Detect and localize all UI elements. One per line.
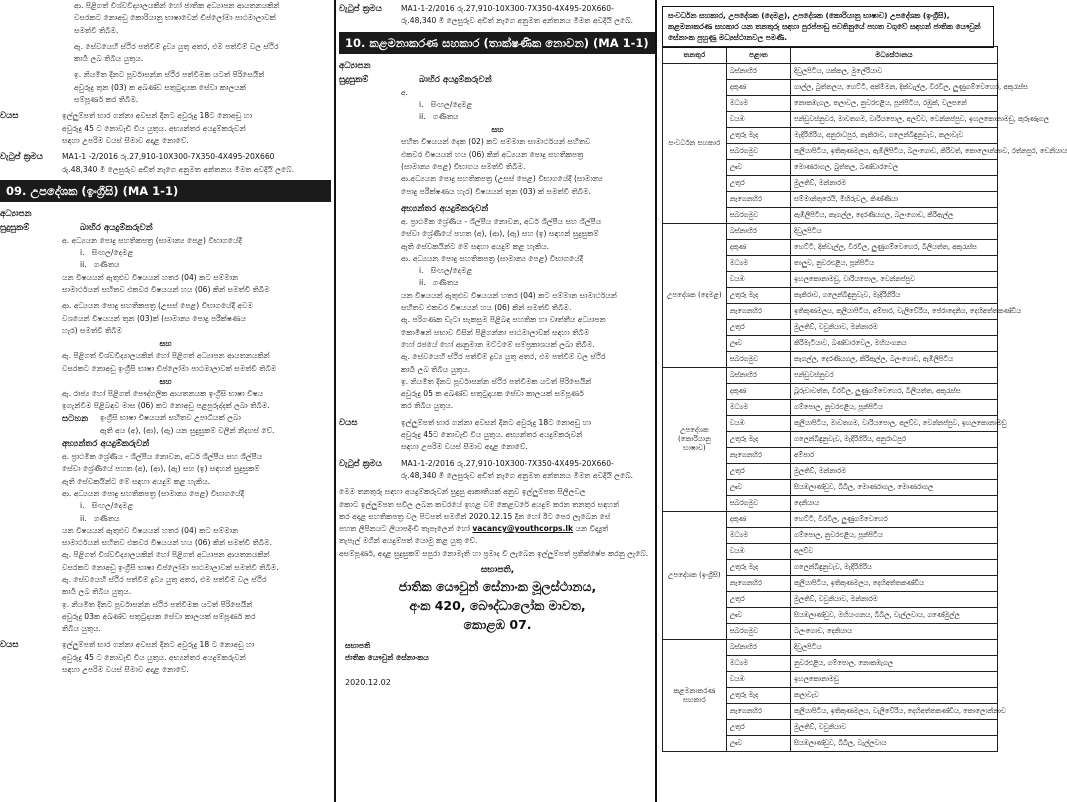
- centres-table: [662, 46, 1067, 752]
- province-cell: නැගෙනහිර: [726, 448, 790, 464]
- int-i: i. සිංහල/දෙමළ: [80, 501, 134, 511]
- text-line: MA1-1 -2/2016 රු.27,910-10X300-7X350-4X495-20X660: [62, 152, 275, 162]
- province-cell: ඌව: [726, 480, 790, 496]
- post-cell: උපදේශක (කොරියානු භාෂාව): [663, 368, 727, 512]
- s9-d: [0, 388, 331, 413]
- internal-lines: [0, 451, 331, 500]
- province-cell: සබරගමුව: [726, 144, 790, 160]
- province-cell: ඌව: [726, 736, 790, 752]
- province-cell: උතුර: [726, 320, 790, 336]
- text-line: කොමිෂන් සභාව විසින් පිළිගන්නා පාඨමාලාවක් සඳහා තිබීම: [401, 327, 590, 337]
- internal-label: අභ්‍යන්තර අයදුම්කරුවන්: [62, 439, 150, 450]
- province-cell: උතුර: [726, 464, 790, 480]
- centre-cell: කැකිරාව, ගලෙන්බිඳුනුවැව, මැදිරිගිරිය: [791, 288, 998, 304]
- text-line: ඇ. රාජ්‍ය හෝ පිළිගත් පෞද්ගලික ආයතනයක ඉංග්‍රීසි භාෂා විෂය: [62, 388, 264, 398]
- section9-header: 09. උපදේශක (ඉංග්‍රීසි) (MA 1-1): [0, 180, 331, 202]
- and-1: සහ: [159, 339, 172, 349]
- s9-a: අ. අධ්‍යයන පොදු සහතිකපත්‍ර (සාමාන්‍ය පෙළ) විභාගයේදී: [62, 235, 242, 245]
- text-line: ඇ. සේවයෙහි ස්ථිර පත්වීම් ද්‍රව්‍ය යුතු අතර, එම පත්වීම් වල ස්ථිර: [401, 352, 606, 362]
- text-line: ඇ. සේවයෙහි ස්ථිර පත්වීම් ද්‍රව්‍ය යුතු අතර, එම පත්වීම් වල ස්ථිර: [74, 41, 279, 51]
- table-body: [663, 64, 1067, 752]
- centre-cell: සම්මාන්තුරෙයි, මිහිරුවල, කිණ්ණියා: [791, 192, 998, 208]
- text-line: සඳහා උපරිම වයස් සීමාව අදාළ නොවේ.: [62, 665, 189, 675]
- column-middle: [339, 0, 656, 802]
- province-cell: මධ්‍යම: [726, 400, 790, 416]
- salary-label-2: වැටුප් ක්‍රමය: [339, 458, 382, 469]
- province-cell: මධ්‍යම: [726, 96, 790, 112]
- s9-a-rest: [0, 272, 331, 297]
- province-cell: උතුරු මැද: [726, 560, 790, 576]
- province-cell: ඌව: [726, 160, 790, 176]
- age-row-2: [339, 417, 656, 454]
- text-line: යන විෂයයන් ඇතුළුව විෂයයන් හතර (04) කට සම්මාන: [62, 272, 239, 282]
- salary-text-2: [401, 458, 656, 483]
- text-line: වසරකට නොඅඩු කොරියානු භාෂාවෙන් ඩිප්ලෝමා පාඨමාලාවක්: [74, 13, 276, 23]
- centre-cell: ගම්පොල, නුවරඑළිය, පූන්පිටිය: [791, 528, 998, 544]
- age-text: [62, 110, 331, 147]
- internal-lines-2: [339, 216, 656, 265]
- table-row: [663, 368, 998, 384]
- text-line: ඇති සේවකයින්ට මේ සඳහා අයදුම් කළ හැකිය.: [401, 241, 550, 251]
- centre-cell: නොකඹැගල, තලාවල, නුවරඑළිය, පූන්පිටිය, රඹුක්, වලපනේ: [791, 96, 998, 112]
- note-label: සටහන: [62, 414, 89, 425]
- province-cell: බස්නාහිර: [726, 224, 790, 240]
- province-cell: උතුරු මැද: [726, 688, 790, 704]
- centre-cell: දිවුලපිටිය: [791, 224, 998, 240]
- text-line: රු.48,340 මී ලෙසුරුව අඩිත් නැගෙ අනුමත අන්තනය මිමත අවදියි ලබේ.: [62, 164, 295, 174]
- province-cell: ඌව: [726, 336, 790, 352]
- text-line: ඉල්ලුම්පත් භාර ගන්නා අවසන් දිනට අවුරුදු 18ට නොඅඩු හා: [62, 111, 253, 121]
- address-line-2: අංක 420, බෞද්ධාලෝක මාවත,: [409, 597, 586, 613]
- vacancy-note: සංවර්ධන සහකාර, උපදේශක (දෙමළ), උපදේශක (කොරියානු භාෂාව) උපදේශක (ඉංග්‍රීසි), කළමනාකරණ සහකාර යන තනතුරු සඳහා පුරප්පාඩු පවතිනුයේ පහත වගුවේ සඳහන් ජාතික යෞවුන් සේනාංක පුහුණු මධ්‍යස්ථානවල පමණි.: [662, 6, 994, 48]
- province-cell: උතුර: [726, 176, 790, 192]
- text-line: තිබිය යුතුය.: [62, 624, 101, 634]
- centre-cell: මුලතිව්, මන්නාරම: [791, 464, 998, 480]
- post-cell: සංවර්ධන සහකාර: [663, 64, 727, 224]
- salary-row-top: [339, 3, 656, 28]
- centre-cell: මැදිරිගිරිය, අනුරාධපුර, කැකිරාව, ගලෙන්බිඳුනුවැව, කලාවැව: [791, 128, 998, 144]
- post-cell: කළමනාකරණ සහකාර: [663, 640, 727, 752]
- int-ii-2: ii. ගණිතය: [419, 278, 459, 288]
- province-cell: දකුණ: [726, 80, 790, 96]
- column-divider-1: [334, 0, 336, 802]
- text-line: කාර්‍ය ලබ තිබිය යුතුය.: [74, 54, 144, 64]
- instruction-line: කොට ඉල්ලුම්පත සවිල ලබන කවරයේ ඉහළ වම් කෙළවරේ අයදුම් කරන තනතුර සඳහන්: [339, 499, 620, 509]
- text-line: අවුරුදු 45ට නොවැඩි විය යුතුය. අභ්‍යන්තර අයදුම්කරුවන්: [401, 430, 583, 440]
- province-cell: උතුර: [726, 720, 790, 736]
- s9-a-ii: ii. ගණිතය: [80, 260, 120, 270]
- text-line: සහිතව එකවර විෂයයන් හය (06) කින් සමත්වී තිබීම.: [401, 303, 572, 313]
- text-line: ඉංග්‍රීසි භාෂා විෂයයන් සහිතව උපාධියක් ලබා: [100, 413, 241, 423]
- centre-cell: ගම්පොල, නුවරඑළිය, පූන්පිටිය: [791, 400, 998, 416]
- province-cell: සබරගමුව: [726, 496, 790, 512]
- text-line: පොදු පරීක්ෂණය හැර) විෂයයන් තුන (03) ක් සමත්වී තිබීම.: [401, 186, 591, 196]
- province-cell: දකුණ: [726, 512, 790, 528]
- province-cell: උතුරු මැද: [726, 432, 790, 448]
- edu-label-2: අධ්‍යාපන: [339, 60, 371, 71]
- centre-cell: කිරිමැටියාව, බණ්ඩාරවෙල, මහියංගනය: [791, 336, 998, 352]
- qual-label: සුදුසුකම්: [0, 222, 30, 233]
- centre-cell: ගලෙන්බිඳුනුවැව, මැදිරිගිරිය, අනුරාධපුර: [791, 432, 998, 448]
- text-line: සඳහා උපරිම වයස් සීමාව අදාළ නොවේ.: [401, 442, 528, 452]
- text-line: සඳහා උපරිම වයස් සීමාව අදාළ නොවේ.: [62, 135, 189, 145]
- text-line: ඇ. සේවයෙහි ස්ථිර පත්වීම් ද්‍රව්‍ය යුතු අතර, එම පත්වීම් වල ස්ථිර: [62, 574, 267, 584]
- column-left: [0, 0, 331, 802]
- text-line: අ. ප්‍රාථමික ශ්‍රේණිය - ශිල්පීය නොවන, අර්ධ ශිල්පීය සහ ශිල්පීය: [62, 452, 263, 462]
- centre-cell: සියඹලාණ්ඩුව, බිබිල, මොණරාගල, මොණරාගල: [791, 480, 998, 496]
- text-line: අවුරුදු 45 ට නොවැඩි විය යුතුය. අභ්‍යන්තර අයදුම්කරුවන්: [62, 123, 246, 133]
- text-line: ඇති සේවකයින්ට මේ සඳහා අයදුම් කළ හැකිය.: [62, 476, 211, 486]
- province-cell: මධ්‍යම: [726, 528, 790, 544]
- column-divider-2: [655, 0, 657, 802]
- table-row: [663, 224, 998, 240]
- age-text-2: [401, 417, 656, 454]
- centre-cell: කුලියාපිටිය, ඉතිකුණමලය, වැලිවේරිය, දෙහිඅත්තකණ්ඩිය, කොලොන්නාව: [791, 704, 998, 720]
- age-row: [0, 110, 331, 147]
- text-line: රු.48,340 මී ලෙසුරුව අඩිත් නැගෙ අනුමත අන්තනය මිමත අවදියි ලබේ.: [401, 16, 634, 26]
- and-2: සහ: [159, 376, 172, 386]
- centre-cell: අලව්ව: [791, 544, 998, 560]
- text-line: ඉ. නියමිත දිනට පූර්වාසන්න ස්ථිර පත්වීමක යටත් පිරිසෙයින්: [401, 376, 592, 386]
- th-centre: මධ්‍යස්ථානය: [791, 47, 998, 64]
- age2-label: වයස: [0, 640, 19, 651]
- centre-cell: බූරුවාවත්ත, වීරවිල, ලුණුගම්වෙහෙර, බීලියත්ත, අකුරැස්ස: [791, 384, 998, 400]
- text-line: අවුරුදු 05 ක අඛණ්ඩ සතුටුදායක සේවා කාලයක් සම්පූර්ණ: [401, 389, 584, 399]
- province-cell: උතුරු මැද: [726, 128, 790, 144]
- centre-cell: මුලතිව්, වවුනියාව: [791, 720, 998, 736]
- centre-cell: අම්පාර: [791, 448, 998, 464]
- salary-row-2: [339, 458, 656, 483]
- section8-continuation: [0, 0, 331, 106]
- instruction-line: මෙම තනතුරු සඳහා අයදුම්කරුවන් සුදුසු ආකෘතියක් අනුව ඉල්ලුම්පත සිලිලවල: [339, 487, 586, 497]
- text-line: ඉ. නියමිත දිනට පූර්වාසන්න ස්ථිර පත්වීමක යටත් පිරිසෙයින්: [74, 70, 265, 80]
- email-link[interactable]: vacancy@youthcorps.lk: [472, 524, 574, 534]
- text-line: ආ. පිළිගත් විශ්වවිද්‍යාලයකින් හෝ ජාතික අධ්‍යාපන ආයතනයකින්: [74, 1, 280, 10]
- centre-cell: කුලියාපිටිය, මාවතගම, වාරියපොල, අලව්ව, වෙන්නප්පුව, ඉහලකොනාමඩු: [791, 416, 998, 432]
- ext-i: i. සිංහල/දෙමළ: [419, 99, 473, 109]
- instruction-line: අසම්පූර්ණ, අදාළ සුදුසුකම් සපුරා නොමැති හා ප්‍රමාද වී ලැබෙන ඉල්ලුම්පත් ප්‍රතික්ෂේප කරනු ලැබේ.: [339, 548, 649, 558]
- centre-cell: පන්ඩුවස්නුවර, මාවතගම, වාරියපොල, අලව්ව, වෙන්නප්පුව, ඉහලකොනාමඩු, කුරුණෑගල: [791, 112, 998, 128]
- text-line: අවුරුදු 45 ට නොවැඩි විය යුතුය. අභ්‍යන්තර අයදුම්කරුවන්: [62, 652, 246, 662]
- centre-cell: මුලතිව්, වවුනියාව, මන්නාරම: [791, 320, 998, 336]
- text-line: සහිත විෂයයන් දෙක (02) කට සම්මාන සාමාර්ථයන් සහිතව: [401, 137, 591, 147]
- address-line-1: ජාතික යෞවුන් සේනාංක මූලස්ථානය,: [398, 578, 597, 594]
- text-line: හැර) සමත්වී තිබීම: [62, 325, 123, 335]
- centre-cell: හෙට්ටි, වීරවිල, ලුණුගම්වෙහෙර: [791, 512, 998, 528]
- province-cell: මධ්‍යම: [726, 656, 790, 672]
- text-line: අවුරුදු 03ක අඛණ්ඩ සතුටුදායක සේවා කාලයක් සම්පූර්ණ කර: [62, 611, 256, 621]
- province-cell: උතුර: [726, 592, 790, 608]
- text-line: වසරකට නොඅඩු ඉංග්‍රීසි භාෂා ඩිප්ලෝමා පාඨමාලාවක් සමත්වී තිබීම: [62, 363, 277, 373]
- centre-cell: මොණරාගල, බුත්තල, බණ්ඩාරවෙල: [791, 160, 998, 176]
- text-line: ඉල්ලුම්පත් භාර ගන්නා අවසන් දිනට අවුරුදු 18 ට නොඅඩු හා: [62, 640, 255, 650]
- table-header-row: [663, 47, 998, 64]
- text-line: ඇ. පිළිගත් විශ්වවිද්‍යාලයකින් හෝ පිළිගත් අධ්‍යාපන ආයතනයකින්: [62, 550, 270, 560]
- text-line: සමත්වී තිබීම.: [74, 25, 119, 35]
- th-post: තනතුර: [663, 47, 727, 64]
- text-line: සේවා ශ්‍රේණියේ පහත (අ), (ආ), (ඇ) සහ (ඉ) සඳහන් සුදුසුකම්: [401, 229, 599, 239]
- province-cell: උතුරු මැද: [726, 288, 790, 304]
- text-line: එකවර විෂයයන් හය (06) කින් අධ්‍යයන පොදු සහතිකපත්‍ර: [401, 149, 584, 159]
- centre-cell: කලාවැව: [791, 688, 998, 704]
- province-cell: සබරගමුව: [726, 352, 790, 368]
- text-line: අ. ප්‍රාථමික ශ්‍රේණිය - ශිල්පීය නොවන, අර්ධ ශිල්පීය සහ ශිල්පීය: [401, 216, 602, 226]
- province-cell: නැගෙනහිර: [726, 704, 790, 720]
- centre-cell: පන්ඩුවස්නුවර: [791, 368, 998, 384]
- text-line: ඉල්ලුම්පත් භාර ගන්නා අවසන් දිනට අවුරුදු 18ට නොඅඩු හා: [401, 417, 592, 427]
- s9-c: [0, 350, 331, 375]
- province-cell: බස්නාහිර: [726, 368, 790, 384]
- province-cell: දකුණ: [726, 384, 790, 400]
- internal-rest: [0, 525, 331, 636]
- province-cell: සබරගමුව: [726, 208, 790, 224]
- text-line: ඇ. පරිගණක ඩැටා සැකසුම පිළිබඳ සහතික හා වෘත්තීය අධ්‍යාපන: [401, 315, 606, 325]
- table-row: [663, 640, 998, 656]
- province-cell: බස්නාහිර: [726, 64, 790, 80]
- province-cell: බස්නාහිර: [726, 640, 790, 656]
- instruction-line: තැපැල් මගින් අයදුම්පත් යොමු කළ යුතු වේ.: [339, 536, 478, 546]
- centre-cell: ඉතිකුණමලය, කුලියාපිටිය, අම්පාර, වැලිවේරිය, පේරාදෙනිය, දෙහිඅත්තකණ්ඩිය: [791, 304, 998, 320]
- province-cell: මධ්‍යම: [726, 256, 790, 272]
- instruction-line: පහත ලිපිනයට ලියාපදිංචි තැපෑලෙන් හෝ vacancy@youthcorps.lk යන විද්‍යුත්: [339, 524, 609, 534]
- text-line: ඇති අය (අ), (ආ), (ඇ) යන සුදුසුකම් වලින් නිදහස් වේ.: [100, 425, 275, 435]
- chairman-label: සභාපති,: [480, 564, 515, 575]
- province-cell: නැගෙනහිර: [726, 576, 790, 592]
- province-cell: සබරගමුව: [726, 624, 790, 640]
- ext-rest: [339, 136, 656, 197]
- age2-row: [0, 639, 331, 676]
- post-cell: උපදේශක (ඉංග්‍රීසි): [663, 512, 727, 640]
- centre-cell: ගලෙන්බිඳුනුවැව, මැදිරිගිරිය: [791, 560, 998, 576]
- th-province: පළාත: [726, 47, 790, 64]
- age-label-2: වයස: [339, 417, 358, 428]
- age2-text: [62, 639, 331, 676]
- text-line: ඇ. පිළිගත් විශ්වවිද්‍යාලයකින් හෝ පිළිගත් අධ්‍යාපන ආයතනයකින්: [62, 351, 270, 361]
- external-label: බාහිර අයදුම්කරුවන්: [80, 222, 153, 233]
- age-label: වයස: [0, 111, 19, 122]
- application-instructions: [339, 486, 656, 560]
- text-line: MA1-1-2/2016 රු.27,910-10X300-7X350-4X495-20X660-: [401, 4, 614, 13]
- text-line: සාමාර්ථයන් සහිතව එකවර විෂයයන් හය (06) කින් සමත්වී තිබීම.: [62, 538, 273, 548]
- centre-cell: කුලියාපිටිය, ඉතිකුණමලය, දෙහිඅත්තකණ්ඩිය: [791, 576, 998, 592]
- qual-label-2: සුදුසුකම්: [339, 74, 369, 85]
- internal-rest-2: [339, 290, 656, 413]
- text-line: MA1-1-2/2016 රු.27,910-10X300-7X350-4X495-20X660-: [401, 458, 614, 468]
- column-right: [658, 0, 1067, 802]
- ext-ii: ii. ගණිතය: [419, 112, 459, 122]
- centre-cell: දිවුලපිටිය: [791, 640, 998, 656]
- centre-cell: දෙනියාය: [791, 496, 998, 512]
- province-cell: වයඹ: [726, 416, 790, 432]
- text-line: සාමාර්ථයන් සහිතව එකවර විෂයයන් හය (06) කින් සමත්වී තිබීම: [62, 285, 270, 295]
- instruction-line: කර අදාළ සහතිකපත්‍ර වල පිටපත් සමගින් 2020.12.15 දින හෝ ඊට පෙර ලැබෙන සේ: [339, 511, 611, 521]
- signature-title: සභාපති: [345, 640, 371, 650]
- text-line: යන විෂයයන් ඇතුළුව විෂයයන් හතර (04) කට සම්මාන සාමාර්ථයන්: [401, 290, 617, 300]
- text-line: ආ. අධ්‍යයන පොදු සහතිකපත්‍ර (උසස් පෙළ) විභාගයේදී අවම: [62, 301, 253, 311]
- text-line: කාර්‍ය ලබ තිබිය යුතුය.: [401, 364, 471, 374]
- section10-header: 10. කළමනාකරණ සහකාර (තාක්ෂණික නොවන) (MA 1-1): [339, 32, 656, 54]
- external-label-2: බාහිර අයදුම්කරුවන්: [419, 74, 492, 85]
- salary-label-top: වැටුප් ක්‍රමය: [339, 4, 382, 14]
- signature-org: ජාතික යෞවුන් සේනාංකය: [345, 653, 429, 663]
- table-row: [663, 64, 998, 80]
- text-line: හෝ රජයේ හෝ ආනුමාන මට්ටමේ සම්ප්‍රකාශයක් ලබා තිබීම.: [401, 339, 595, 349]
- int-ii: ii. ගණිතය: [80, 513, 120, 523]
- internal-label-2: අභ්‍යන්තර අයදුම්කරුවන්: [401, 203, 489, 214]
- text-line: (සාමාන්‍ය පෙළ) විභාගය සමත්වී තිබීම.: [401, 162, 526, 172]
- text-line: රු.48,340 මී ලෙසුරුව අඩිත් නැගෙ අනුමත අන්තනය මිමත අවදියි ලබේ.: [401, 470, 634, 480]
- text-line: ඉ. නියමිත දිනට පූර්වාසන්න ස්ථිර පත්වීමක යටත් පිරිසෙයින්: [62, 599, 253, 609]
- int-i-2: i. සිංහල/දෙමළ: [419, 266, 473, 276]
- centre-cell: ඉහලකොනාමඩු: [791, 672, 998, 688]
- note-text: [100, 412, 274, 437]
- centre-cell: සියඹලාණ්ඩුව, බිබිල, වැල්ලවාය: [791, 736, 998, 752]
- province-cell: වයඹ: [726, 112, 790, 128]
- centre-cell: මුලතිව්, වවුනියාව, මන්නාරම: [791, 592, 998, 608]
- post-cell: උපදේශක (දෙමළ): [663, 224, 727, 368]
- and-3: සහ: [491, 125, 504, 135]
- province-cell: වයඹ: [726, 672, 790, 688]
- centre-cell: කැගල්ල, දෙරණියගල, කිරිඇල්ල, බලංගොඩ, ඇඹිලිපිටිය: [791, 352, 998, 368]
- issue-date: 2020.12.02: [345, 677, 391, 687]
- centre-cell: සියඹලාණ්ඩුව, මහියංගනය, බිබිල, වැල්ලවාය, ගණේමුල්ල: [791, 608, 998, 624]
- text-line: සම්පූර්ණ කර තිබීම.: [74, 95, 139, 105]
- centre-cell: නුවරඑළිය, ගම්පොල, නොකඹැගල: [791, 656, 998, 672]
- s9-b: [0, 300, 331, 337]
- table-row: [663, 512, 998, 528]
- province-cell: නැගෙනහිර: [726, 304, 790, 320]
- text-line: ආ. අධ්‍යයන පොදු සහතිකපත්‍ර (සාමාන්‍ය පෙළ) විභාගයේදී: [62, 488, 245, 498]
- salary-label: වැටුප් ක්‍රමය: [0, 152, 43, 163]
- text-line: ඉගැන්වීම පිළිබඳව මාස (06) කට නොඅඩු පළපුරුද්දක් ලබා තිබීම.: [62, 401, 270, 411]
- province-cell: වයඹ: [726, 544, 790, 560]
- text-line: ආ.අධ්‍යයන පොදු සහතිකපත්‍ර (උසස් පෙළ) විභාගයේදී (සාමාන්‍ය: [401, 174, 603, 184]
- text-line: සේවා ශ්‍රේණියේ පහත (අ), (ආ), (ඇ) සහ (ඉ) සඳහන් සුදුසුකම්: [62, 464, 260, 474]
- centre-cell: කුලියාපිටිය, ඉතිකුණමලය, ඇඹිලිපිටිය, බලංගොඩ, කිරිවත්, කොලොන්නාව, රත්නපුර, ඩෙනියාය: [791, 144, 998, 160]
- centre-cell: ඇඹිලිපිටිය, කැගල්ල, දෙරණියගල, බලංගොඩ, කිරිඇල්ල: [791, 208, 998, 224]
- centre-cell: හෙට්ටි, දික්වැල්ල, වීරවිල, ලුණුගම්වෙහෙර, බීලියත්ත, අකුරැස්ස: [791, 240, 998, 256]
- text-line: යන විෂයයන් ඇතුළුව විෂයයන් හතර (04) කට සම්මාන: [62, 525, 239, 535]
- ext-a: අ.: [401, 87, 409, 97]
- centre-cell: දිවුලපිටිය, යක්කල, මුලේරියාව: [791, 64, 998, 80]
- s9-a-i: i. සිංහල/දෙමළ: [80, 248, 134, 258]
- edu-label: අධ්‍යාපන: [0, 208, 32, 219]
- text-line: කාර්‍ය ලබ තිබිය යුතුය.: [62, 587, 132, 597]
- salary-row: [0, 151, 331, 176]
- province-cell: ඌව: [726, 608, 790, 624]
- centre-cell: ගාල්ල, බුත්තලය, හෙට්ටි, අක්මීමන, දික්වැල්ල, වීරවිල, ලුණුගම්වෙහෙර, අකුරැස්ස: [791, 80, 998, 96]
- text-line: වසරකට නොඅඩු ඉංග්‍රීසි භාෂා ඩිප්ලෝමා පාඨමාලාවක් සමත්වී තිබීම.: [62, 562, 279, 572]
- province-cell: නැගෙනහිර: [726, 192, 790, 208]
- centre-cell: මුලතිව්, මන්නාරම: [791, 176, 998, 192]
- salary-text: [62, 151, 331, 176]
- text-line: වශයෙන් විෂයයන් තුන (03)ක් (සාමාන්‍ය පොදු පරීක්ෂණය: [62, 313, 246, 323]
- text-line: අවුරුදු තුන (03) ක අඛණ්ඩ සතුටුදායක සේවා කාලයක්: [74, 82, 246, 92]
- address-line-3: කොළඹ 07.: [463, 616, 532, 632]
- text-line: ආ. අධ්‍යයන පොදු සහතිකපත්‍ර (සාමාන්‍ය පෙළ) විභාගයේදී: [401, 253, 584, 263]
- province-cell: දකුණ: [726, 240, 790, 256]
- salary-text-top: [401, 3, 656, 28]
- text-line: කර තිබිය යුතුය.: [401, 401, 454, 411]
- centre-cell: බලංගොඩ, දෙනියාය: [791, 624, 998, 640]
- centre-cell: ඉහලකොනාමඩු, වාරියපොල, වෙන්නප්පුව: [791, 272, 998, 288]
- province-cell: වයඹ: [726, 272, 790, 288]
- centre-cell: තාලුව, නුවරඑළිය, පූන්පිටිය: [791, 256, 998, 272]
